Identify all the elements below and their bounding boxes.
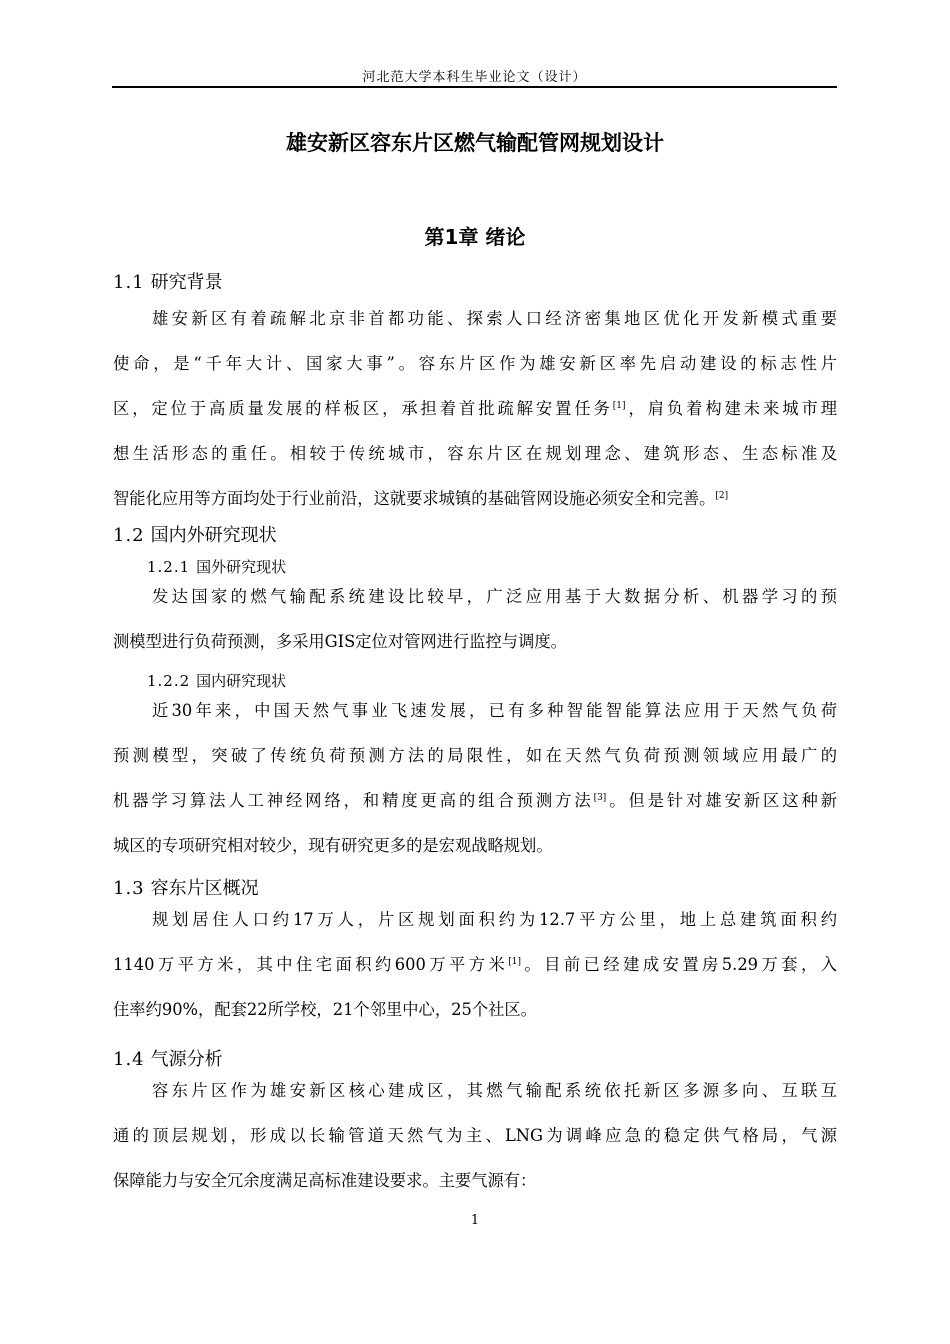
paragraph-line [113, 386, 837, 431]
paragraph-line: 城区的专项研究相对较少，现有研究更多的是宏观战略规划。 [113, 836, 553, 855]
section-title: 国内外研究现状 [150, 525, 277, 546]
chapter-heading: 第1章 绪论 [424, 225, 526, 249]
subsection-title: 国内研究现状 [196, 672, 287, 690]
citation-marker: [2] [715, 491, 729, 501]
section-heading-1-2 [113, 521, 277, 547]
paragraph-line [113, 476, 837, 521]
paragraph-line: 雄安新区有着疏解北京非首都功能、探索人口经济密集地区优化开发新模式重要 [152, 309, 837, 328]
citation-marker: [1] [508, 957, 521, 967]
header-rule [112, 86, 837, 88]
text-span: 1140万平方米，其中住宅面积约600万平方米 [113, 955, 509, 974]
subsection-number: 1.2.2 [147, 672, 191, 690]
text-span: 机器学习算法人工神经网络，和精度更高的组合预测方法 [113, 791, 594, 810]
section-heading-1-1 [113, 268, 223, 294]
page-header: 河北范大学本科生毕业论文（设计） [362, 70, 587, 85]
subsection-title: 国外研究现状 [196, 558, 287, 576]
section-title: 研究背景 [150, 272, 223, 293]
paragraph-line: 近30年来，中国天然气事业飞速发展，已有多种智能智能算法应用于天然气负荷 [152, 701, 837, 720]
paragraph-line: 想生活形态的重任。相较于传统城市，容东片区在规划理念、建筑形态、生态标准及 [113, 444, 837, 463]
paragraph-research-background [113, 296, 837, 521]
paragraph-gas-source [113, 1068, 837, 1203]
section-title: 容东片区概况 [150, 878, 259, 899]
section-title: 气源分析 [150, 1049, 223, 1070]
citation-marker: [3] [593, 793, 607, 803]
document-title: 雄安新区容东片区燃气输配管网规划设计 [286, 131, 664, 155]
text-span: 。目前已经建成安置房5.29万套，入 [520, 955, 837, 974]
paragraph-line [113, 942, 837, 987]
section-number: 1.2 [113, 525, 145, 546]
paragraph-domestic-research [113, 688, 837, 868]
subsection-number: 1.2.1 [147, 558, 191, 576]
paragraph-line: 测模型进行负荷预测，多采用GIS定位对管网进行监控与调度。 [113, 632, 567, 651]
paragraph-line: 发达国家的燃气输配系统建设比较早，广泛应用基于大数据分析、机器学习的预 [152, 587, 837, 606]
text-span: 。但是针对雄安新区这种新 [606, 791, 837, 810]
paragraph-foreign-research [113, 574, 837, 664]
section-number: 1.4 [113, 1049, 145, 1070]
paragraph-line: 规划居住人口约17万人，片区规划面积约为12.7平方公里，地上总建筑面积约 [152, 910, 837, 929]
paragraph-line: 使命，是“千年大计、国家大事”。容东片区作为雄安新区率先启动建设的标志性片 [113, 354, 837, 373]
paragraph-line [113, 778, 837, 823]
text-span: 智能化应用等方面均处于行业前沿，这就要求城镇的基础管网设施必须安全和完善。 [113, 489, 716, 508]
paragraph-line: 容东片区作为雄安新区核心建成区，其燃气输配系统依托新区多源多向、互联互 [152, 1081, 837, 1100]
paragraph-line: 预测模型，突破了传统负荷预测方法的局限性，如在天然气负荷预测领域应用最广的 [113, 746, 837, 765]
paragraph-rongdong-overview [113, 897, 837, 1032]
paragraph-line: 通的顶层规划，形成以长输管道天然气为主、LNG为调峰应急的稳定供气格局，气源 [113, 1126, 837, 1145]
page-number: 1 [470, 1213, 480, 1228]
text-span: ，肩负着构建未来城市理 [625, 399, 837, 418]
citation-marker: [1] [612, 401, 626, 411]
paragraph-line: 保障能力与安全冗余度满足高标准建设要求。主要气源有： [113, 1171, 537, 1190]
text-span: 区，定位于高质量发展的样板区，承担着首批疏解安置任务 [113, 399, 613, 418]
section-number: 1.3 [113, 878, 145, 899]
section-number: 1.1 [113, 272, 145, 293]
paragraph-line: 住率约90%，配套22所学校，21个邻里中心，25个社区。 [113, 1000, 537, 1019]
